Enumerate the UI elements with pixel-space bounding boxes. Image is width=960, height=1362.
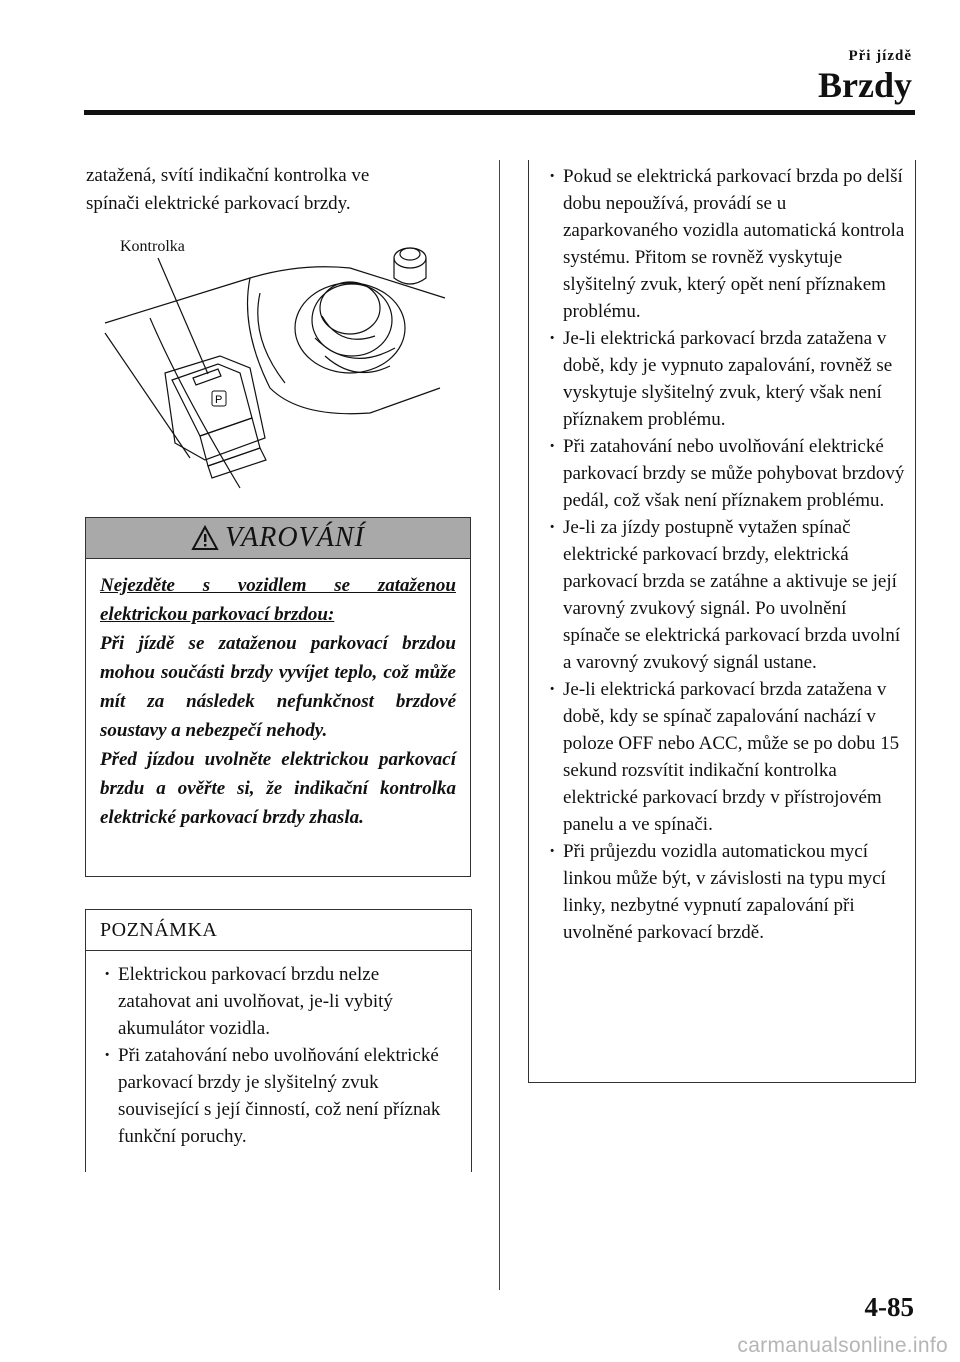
right-list-item: · Je-li elektrická parkovací brzda zatažena v době, kdy se spínač zapalování nachází v poloze OFF nebo ACC, může se po dobu 15 sekund rozsvítit indikační kontrolka elektrické parkovací brzdy v přístrojovém panelu a ve spínači. [563,676,905,838]
intro-line-2: spínači elektrické parkovací brzdy. [86,193,351,214]
right-list-item: · Pokud se elektrická parkovací brzda po delší dobu nepoužívá, provádí se u zaparkovaného vozidla automatická kontrola systému. Přitom se rovněž vyskytuje slyšitelný zvuk, který opět není příznakem problému. [563,163,905,325]
warning-body [86,559,470,832]
note-item: · Elektrickou parkovací brzdu nelze zatahovat ani uvolňovat, je-li vybitý akumulátor vozidla. [118,961,453,1042]
warning-heading-line-2: elektrickou parkovací brzdou: [100,604,335,625]
warning-header [86,518,470,559]
column-divider [499,160,500,1290]
parking-brake-figure [100,238,460,498]
header-section: Při jízdě [848,48,912,64]
intro-line-1: zatažená, svítí indikační kontrolka ve [86,165,370,186]
right-list-item: · Je-li elektrická parkovací brzda zatažena v době, kdy je vypnuto zapalování, rovněž se vyskytuje slyšitelný zvuk, který však není příznakem problému. [563,325,905,433]
watermark[interactable]: carmanualsonline.info [737,1334,948,1357]
right-column-box [528,160,916,1083]
note-item: · Při zatahování nebo uvolňování elektrické parkovací brzdy je slyšitelný zvuk související s její činností, což není příznak funkční poruchy. [118,1042,453,1150]
warning-box [85,517,471,877]
warning-text-2: Před jízdou uvolněte elektrickou parkovací brzdu a ověřte si, že indikační kontrolka elektrické parkovací brzdy zhasla. [100,749,456,828]
page-title: Brzdy [818,65,912,105]
warning-text-1: Při jízdě se zataženou parkovací brzdou mohou součásti brzdy vyvíjet teplo, což může mít za následek nefunkčnost brzdové soustavy a nebezpečí nehody. [100,633,456,741]
header-rule [84,110,915,115]
note-header: POZNÁMKA [86,910,471,951]
warning-heading-line-1: Nejezděte s vozidlem se zataženou [100,575,456,596]
note-list [86,951,471,1150]
right-note-list [529,160,915,946]
intro-paragraph [86,162,486,218]
page-number: 4-85 [864,1292,914,1322]
right-list-item: · Je-li za jízdy postupně vytažen spínač elektrické parkovací brzdy, elektrická parkovací brzda se zatáhne a aktivuje se její varovný zvukový signál. Po uvolnění spínače se elektrická parkovací brzda uvolní a varovný zvukový signál ustane. [563,514,905,676]
p-symbol: P [215,394,223,406]
warning-triangle-icon [191,525,219,551]
right-list-item: · Při zatahování nebo uvolňování elektrické parkovací brzdy se může pohybovat brzdový pedál, což však není příznakem problému. [563,433,905,514]
parking-brake-switch-illustration [100,238,460,498]
note-box [85,909,472,1172]
warning-title: VAROVÁNÍ [225,522,365,553]
right-list-item: · Při průjezdu vozidla automatickou mycí linkou může být, v závislosti na typu mycí linky, nezbytné vypnutí zapalování při uvolněné parkovací brzdě. [563,838,905,946]
figure-label-kontrolka: Kontrolka [120,238,185,255]
warning-heading [100,571,456,629]
